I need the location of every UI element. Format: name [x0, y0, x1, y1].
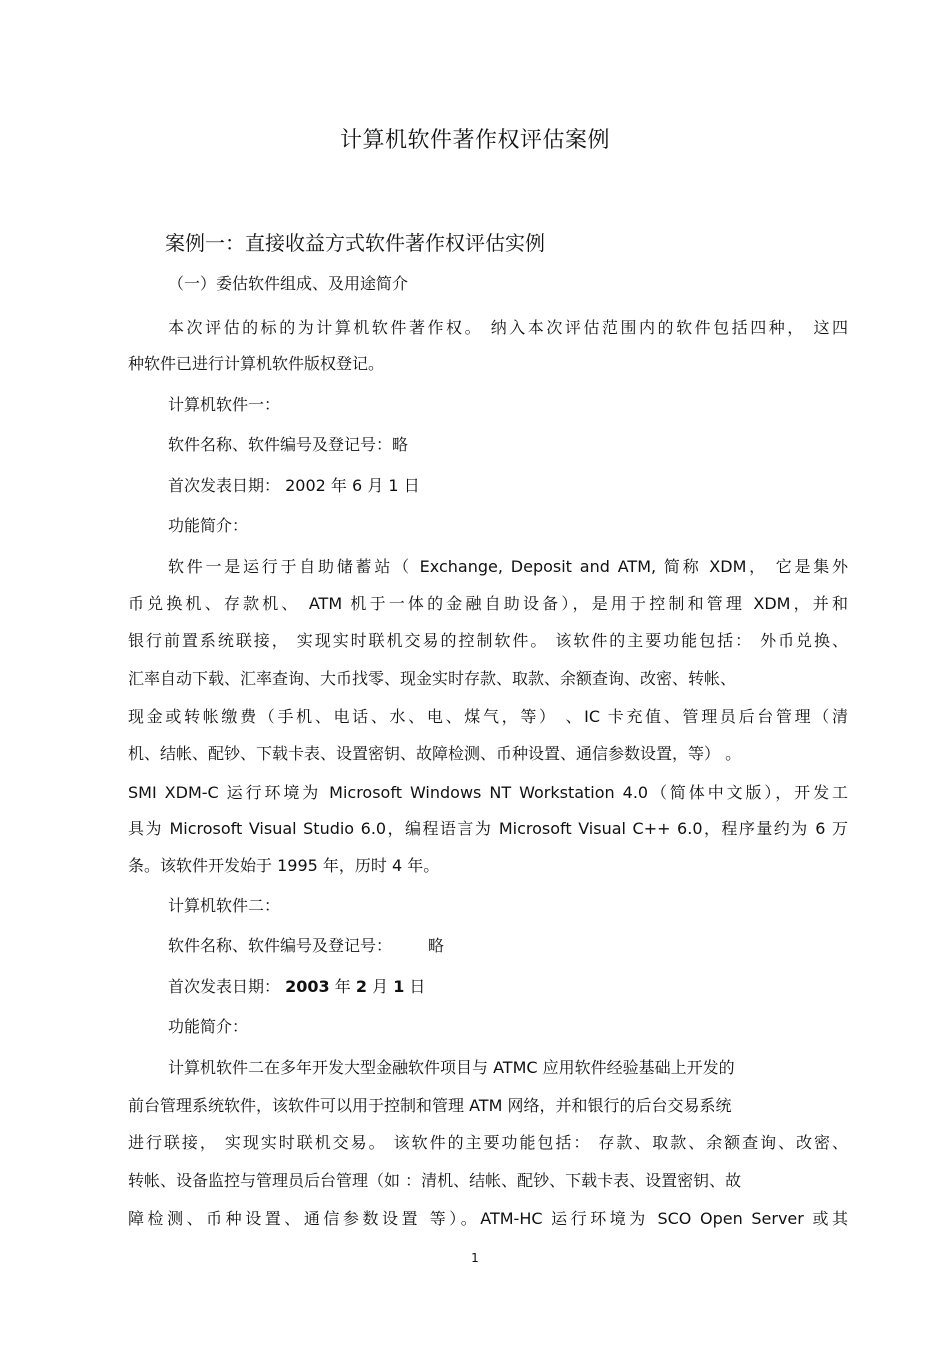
software2-date-month: 2	[355, 977, 367, 996]
software1-date-month: 6	[352, 476, 363, 495]
software2-desc-line-3: 进行联接， 实现实时联机交易。 该软件的主要功能包括： 存款、取款、余额查询、改密、	[128, 1133, 848, 1152]
software1-date-month-unit: 月	[367, 476, 384, 495]
software1-desc-line-4: 汇率自动下载、汇率查询、大币找零、现金实时存款、取款、余额查询、改密、转帐、	[128, 669, 737, 688]
software1-desc-line-2: 币兑换机、存款机、 ATM 机于一体的金融自助设备），是用于控制和管理 XDM，并和	[128, 594, 848, 613]
software2-desc-line-1: 计算机软件二在多年开发大型金融软件项目与 ATMC 应用软件经验基础上开发的	[168, 1058, 735, 1077]
intro-line-1: 本次评估的标的为计算机软件著作权。 纳入本次评估范围内的软件包括四种， 这四	[168, 318, 848, 337]
software1-desc-line-9: 条。该软件开发始于 1995 年，历时 4 年。	[128, 856, 440, 875]
software1-date-day: 1	[388, 476, 399, 495]
software1-desc-line-1: 软件一是运行于自助储蓄站（ Exchange, Deposit and ATM, 简称 XDM， 它是集外	[168, 557, 848, 576]
software1-release-date	[168, 474, 848, 498]
software2-date-day-unit: 日	[409, 977, 426, 996]
software2-date-month-unit: 月	[372, 977, 389, 996]
page-number: 1	[471, 1251, 479, 1265]
software2-date-day: 1	[393, 977, 405, 996]
software2-desc-line-5: 障检测、币种设置、通信参数设置 等）。ATM-HC 运行环境为 SCO Open Server 或其	[128, 1209, 848, 1228]
software1-desc-line-5: 现金或转帐缴费（手机、电话、水、电、煤气，等） 、IC 卡充值、管理员后台管理（清	[128, 707, 848, 726]
software1-desc-line-8: 具为 Microsoft Visual Studio 6.0，编程语言为 Microsoft Visual C++ 6.0，程序量约为 6 万	[128, 819, 848, 838]
software2-date-year: 2003	[285, 977, 330, 996]
section-heading: （一）委估软件组成、及用途简介	[168, 274, 409, 293]
software1-name-line: 软件名称、软件编号及登记号：略	[168, 435, 409, 454]
software1-date-year-unit: 年	[330, 476, 347, 495]
software2-date-label: 首次发表日期：	[168, 977, 281, 996]
software2-desc-line-4: 转帐、设备监控与管理员后台管理（如 ：清机、结帐、配钞、下载卡表、设置密钥、故	[128, 1171, 742, 1190]
software2-func-label: 功能简介：	[168, 1017, 249, 1036]
software1-date-label: 首次发表日期：	[168, 476, 281, 495]
software2-heading: 计算机软件二：	[168, 896, 281, 915]
software2-name-value: 略	[428, 936, 445, 955]
software2-name-label: 软件名称、软件编号及登记号：	[168, 936, 393, 955]
case-heading: 案例一：直接收益方式软件著作权评估实例	[165, 231, 545, 255]
software1-desc-line-6: 机、结帐、配钞、下载卡表、设置密钥、故障检测、币种设置、通信参数设置，等） 。	[128, 744, 742, 763]
software1-desc-line-7: SMI XDM-C 运行环境为 Microsoft Windows NT Workstation 4.0（简体中文版），开发工	[128, 783, 848, 802]
software2-name-line	[168, 934, 848, 958]
software1-heading: 计算机软件一：	[168, 395, 281, 414]
software1-func-label: 功能简介：	[168, 516, 249, 535]
software2-date-year-unit: 年	[334, 977, 351, 996]
software1-date-year: 2002	[285, 476, 326, 495]
software1-desc-line-3: 银行前置系统联接， 实现实时联机交易的控制软件。 该软件的主要功能包括： 外币兑换、	[128, 631, 848, 650]
software2-release-date	[168, 975, 848, 999]
document-title: 计算机软件著作权评估案例	[339, 128, 610, 153]
software1-date-day-unit: 日	[403, 476, 420, 495]
intro-line-2: 种软件已进行计算机软件版权登记。	[128, 354, 385, 373]
software2-desc-line-2: 前台管理系统软件，该软件可以用于控制和管理 ATM 网络，并和银行的后台交易系统	[128, 1096, 732, 1115]
